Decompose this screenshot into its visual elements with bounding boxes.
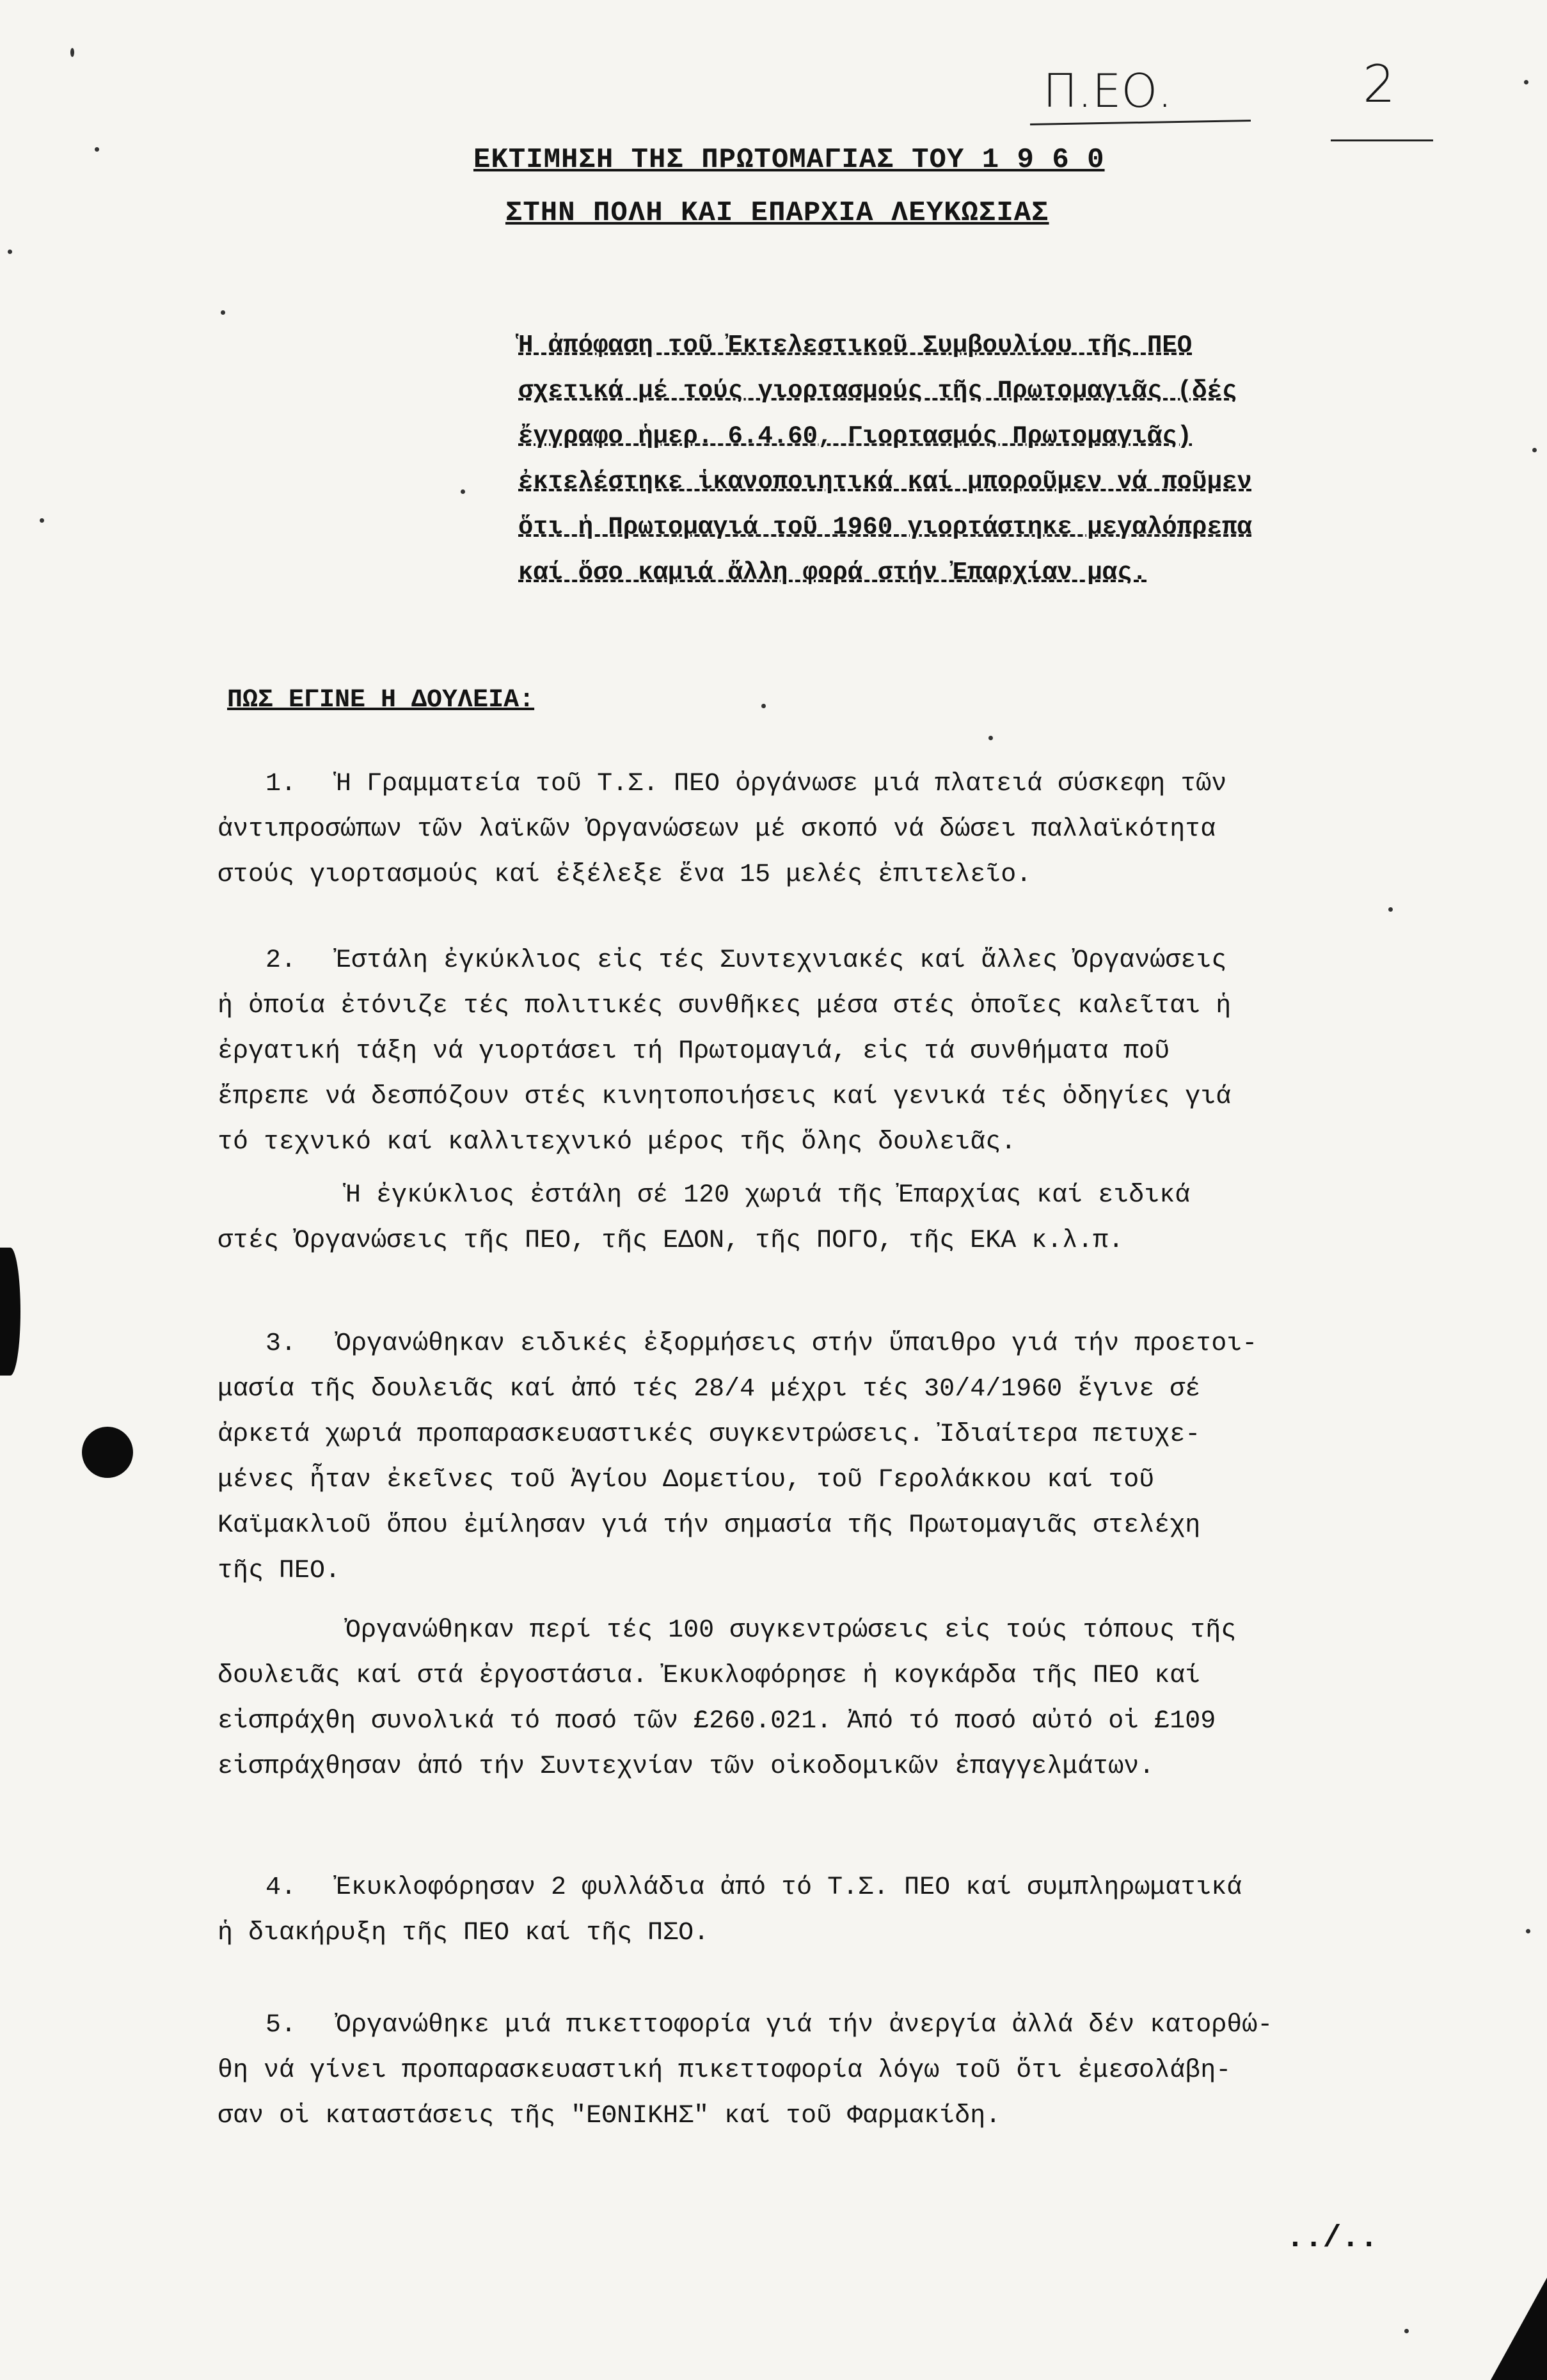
intro-line: ὅτι ἡ Πρωτομαγιά τοῦ 1960 γιορτάστηκε μεγαλόπρεπα	[518, 513, 1252, 541]
speck	[761, 704, 766, 708]
item-line: ἀντιπροσώπων τῶν λαϊκῶν Ὀργανώσεων μέ σκοπό νά δώσει παλλαϊκότητα	[218, 815, 1216, 844]
item-line: Ἐκυκλοφόρησαν 2 φυλλάδια ἀπό τό Τ.Σ. ΠΕΟ καί συμπληρωματικά	[336, 1873, 1242, 1902]
item-line: δουλειᾶς καί στά ἐργοστάσια. Ἐκυκλοφόρησε ἡ κογκάρδα τῆς ΠΕΟ καί	[218, 1662, 1201, 1690]
item-line: στούς γιορτασμούς καί ἐξέλεξε ἕνα 15 μελές ἐπιτελεῖο.	[218, 861, 1032, 889]
handwritten-page-number: 2	[1363, 54, 1395, 114]
document-title-line2: ΣΤΗΝ ΠΟΛΗ ΚΑΙ ΕΠΑΡΧΙΑ ΛΕΥΚΩΣΙΑΣ	[505, 197, 1049, 229]
punch-hole-mark	[82, 1427, 133, 1478]
speck	[1524, 80, 1528, 84]
speck	[461, 489, 465, 494]
item-line: Ὀργανώθηκαν περί τές 100 συγκεντρώσεις εἰς τούς τόπους τῆς	[345, 1616, 1237, 1645]
item-line: Ὀργανώθηκαν ειδικές ἐξορμήσεις στήν ὕπαιθρο γιά τήν προετοι-	[336, 1329, 1258, 1358]
item-number: 2.	[266, 946, 297, 975]
item-line: εἰσπράχθη συνολικά τό ποσό τῶν £260.021. Ἀπό τό ποσό αὐτό οἱ £109	[218, 1707, 1216, 1736]
item-line: εἰσπράχθησαν ἀπό τήν Συντεχνίαν τῶν οἰκοδομικῶν ἐπαγγελμάτων.	[218, 1752, 1155, 1781]
item-line: Ἡ ἐγκύκλιος ἐστάλη σέ 120 χωριά τῆς Ἐπαρχίας καί ειδικά	[345, 1181, 1191, 1210]
speck	[8, 250, 12, 254]
item-line: μένες ἦταν ἐκεῖνες τοῦ Ἁγίου Δομετίου, τοῦ Γερολάκκου καί τοῦ	[218, 1466, 1155, 1495]
speck	[1526, 1929, 1530, 1933]
speck	[40, 518, 44, 523]
scan-edge-shadow	[0, 1248, 20, 1376]
item-number: 4.	[266, 1873, 297, 1902]
speck	[95, 147, 99, 152]
item-line: ἐργατική τάξη νά γιορτάσει τή Πρωτομαγιά, εἰς τά συνθήματα ποῦ	[218, 1037, 1170, 1066]
item-number: 3.	[266, 1329, 297, 1358]
item-line: θη νά γίνει προπαρασκευαστική πικεττοφορία λόγω τοῦ ὅτι ἐμεσολάβη-	[218, 2056, 1232, 2085]
item-line: Ἐστάλη ἐγκύκλιος εἰς τές Συντεχνιακές καί ἄλλες Ὀργανώσεις	[336, 946, 1227, 975]
speck	[1388, 907, 1393, 912]
item-line: ἔπρεπε νά δεσπόζουν στές κινητοποιήσεις καί γενικά τές ὁδηγίες γιά	[218, 1083, 1232, 1111]
item-line: Καϊμακλιοῦ ὅπου ἐμίλησαν γιά τήν σημασία τῆς Πρωτομαγιᾶς στελέχη	[218, 1511, 1201, 1540]
intro-line: σχετικά μέ τούς γιορτασμούς τῆς Πρωτομαγιᾶς (δές	[518, 377, 1237, 405]
intro-line: ἐκτελέστηκε ἱκανοποιητικά καί μποροῦμεν νά ποῦμεν	[518, 468, 1252, 496]
continuation-mark: ../..	[1286, 2221, 1379, 2256]
item-line: Ὀργανώθηκε μιά πικεττοφορία γιά τήν ἀνεργία ἀλλά δέν κατορθώ-	[336, 2011, 1273, 2040]
item-line: τῆς ΠΕΟ.	[218, 1557, 341, 1585]
document-title-line1: ΕΚΤΙΜΗΣΗ ΤΗΣ ΠΡΩΤΟΜΑΓΙΑΣ ΤΟΥ 1 9 6 0	[473, 144, 1105, 176]
item-line: Ἡ Γραμματεία τοῦ Τ.Σ. ΠΕΟ ὀργάνωσε μιά πλατειά σύσκεφη τῶν	[336, 770, 1227, 798]
intro-line: ἔγγραφο ἡμερ. 6.4.60, Γιορτασμός Πρωτομαγιᾶς)	[518, 422, 1193, 450]
item-3	[218, 1321, 1488, 1789]
item-line: ἡ ὁποία ἐτόνιζε τές πολιτικές συνθῆκες μέσα στές ὁποῖες καλεῖται ἡ	[218, 992, 1232, 1020]
page-number-underline	[1331, 139, 1433, 141]
speck	[988, 736, 993, 740]
item-number: 1.	[266, 770, 297, 798]
intro-line: καί ὅσο καμιά ἄλλη φορά στήν Ἐπαρχίαν μας.	[518, 559, 1147, 587]
item-line: ἡ διακήρυξη τῆς ΠΕΟ καί τῆς ΠΣΟ.	[218, 1919, 710, 1948]
item-line: ἀρκετά χωριά προπαρασκευαστικές συγκεντρώσεις. Ἰδιαίτερα πετυχε-	[218, 1420, 1201, 1449]
speck	[1532, 448, 1537, 452]
section-heading: ΠΩΣ ΕΓΙΝΕ Η ΔΟΥΛΕΙΑ:	[227, 686, 535, 715]
item-line: σαν οἱ καταστάσεις τῆς "ΕΘΝΙΚΗΣ" καί τοῦ Φαρμακίδη.	[218, 2102, 1001, 2130]
item-1	[218, 761, 1488, 898]
intro-line: Ἡ ἀπόφαση τοῦ Ἐκτελεστικοῦ Συμβουλίου τῆς ΠΕΟ	[518, 331, 1193, 360]
speck	[221, 310, 225, 315]
handwritten-underline	[1030, 120, 1251, 125]
item-line: μασία τῆς δουλειᾶς καί ἀπό τές 28/4 μέχρι τές 30/4/1960 ἔγινε σέ	[218, 1375, 1201, 1404]
scan-corner-shadow	[1491, 2278, 1547, 2380]
item-line: τό τεχνικό καί καλλιτεχνικό μέρος τῆς ὅλης δουλειᾶς.	[218, 1128, 1017, 1157]
item-4	[218, 1865, 1488, 1956]
item-number: 5.	[266, 2011, 297, 2040]
item-2	[218, 938, 1488, 1264]
handwritten-org-label: Π.ΕΟ.	[1043, 64, 1173, 118]
item-line: στές Ὀργανώσεις τῆς ΠΕΟ, τῆς ΕΔΟΝ, τῆς ΠΟΓΟ, τῆς ΕΚΑ κ.λ.π.	[218, 1226, 1124, 1255]
intro-paragraph	[518, 323, 1497, 596]
speck	[70, 48, 74, 57]
speck	[1404, 2329, 1409, 2333]
item-5	[218, 2003, 1488, 2139]
